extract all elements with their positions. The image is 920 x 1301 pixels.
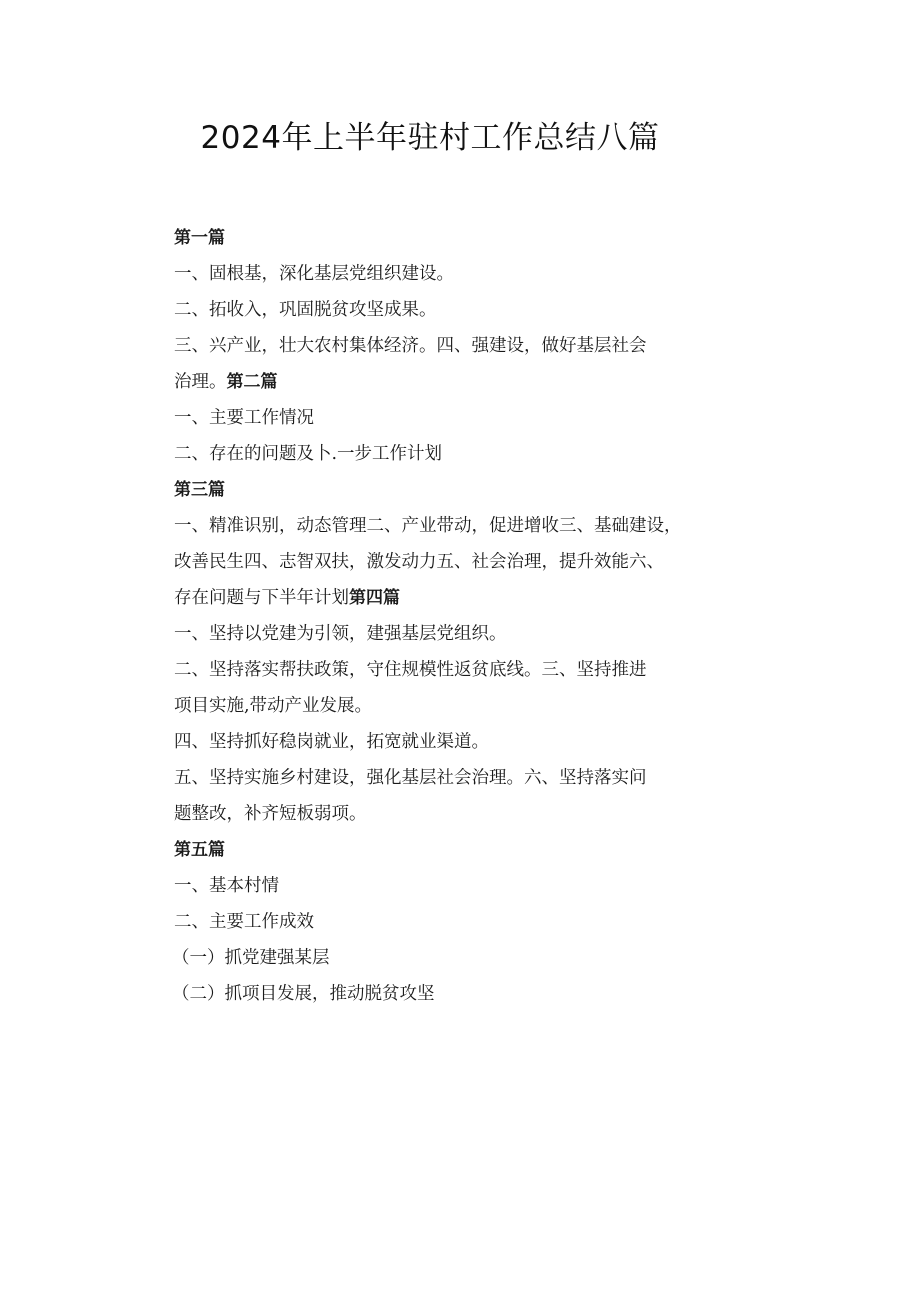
text-line: 一、精准识别，动态管理二、产业带动，促进增收三、基础建设， <box>174 516 682 536</box>
text-line: 二、拓收入，巩固脱贫攻坚成果。 <box>174 300 437 320</box>
text-line: 三、兴产业，壮大农村集体经济。四、强建设，做好基层社会 <box>174 336 647 356</box>
text-line: 存在问题与下半年计划第四篇 <box>174 588 400 608</box>
text-line: 二、主要工作成效 <box>174 912 314 932</box>
text-line: 治理。第二篇 <box>174 372 278 392</box>
text-line <box>174 472 694 508</box>
text-line: 题整改，补齐短板弱项。 <box>174 804 367 824</box>
section-heading: 第三篇 <box>174 480 225 500</box>
document-title: 2024年上半年驻村工作总结八篇 <box>200 120 660 156</box>
text-line: 项目实施,带动产业发展。 <box>174 696 373 716</box>
text-line <box>174 220 694 256</box>
section-heading: 第二篇 <box>226 372 278 392</box>
section-heading: 第一篇 <box>174 228 225 248</box>
text-line: 改善民生四、志智双扶，激发动力五、社会治理，提升效能六、 <box>174 552 664 572</box>
text-line: 一、坚持以党建为引领，建强基层党组织。 <box>174 624 507 644</box>
text-line: 一、固根基，深化基层党组织建设。 <box>174 264 454 284</box>
text-line: （二）抓项目发展，推动脱贫攻坚 <box>172 984 435 1004</box>
text-line: 二、存在的问题及卜.一步工作计划 <box>174 444 443 464</box>
text-line: （一）抓党建强某层 <box>172 948 330 968</box>
text-line: 五、坚持实施乡村建设，强化基层社会治理。六、坚持落实问 <box>174 768 647 788</box>
section-heading: 第五篇 <box>174 840 225 860</box>
text-line: 一、主要工作情况 <box>174 408 314 428</box>
text-line: 一、基本村情 <box>174 876 279 896</box>
document-body <box>174 220 694 1012</box>
text-line: 四、坚持抓好稳岗就业，拓宽就业渠道。 <box>174 732 489 752</box>
text-line <box>174 832 694 868</box>
text-line: 二、坚持落实帮扶政策，守住规模性返贫底线。三、坚持推进 <box>174 660 647 680</box>
section-heading: 第四篇 <box>349 588 400 608</box>
